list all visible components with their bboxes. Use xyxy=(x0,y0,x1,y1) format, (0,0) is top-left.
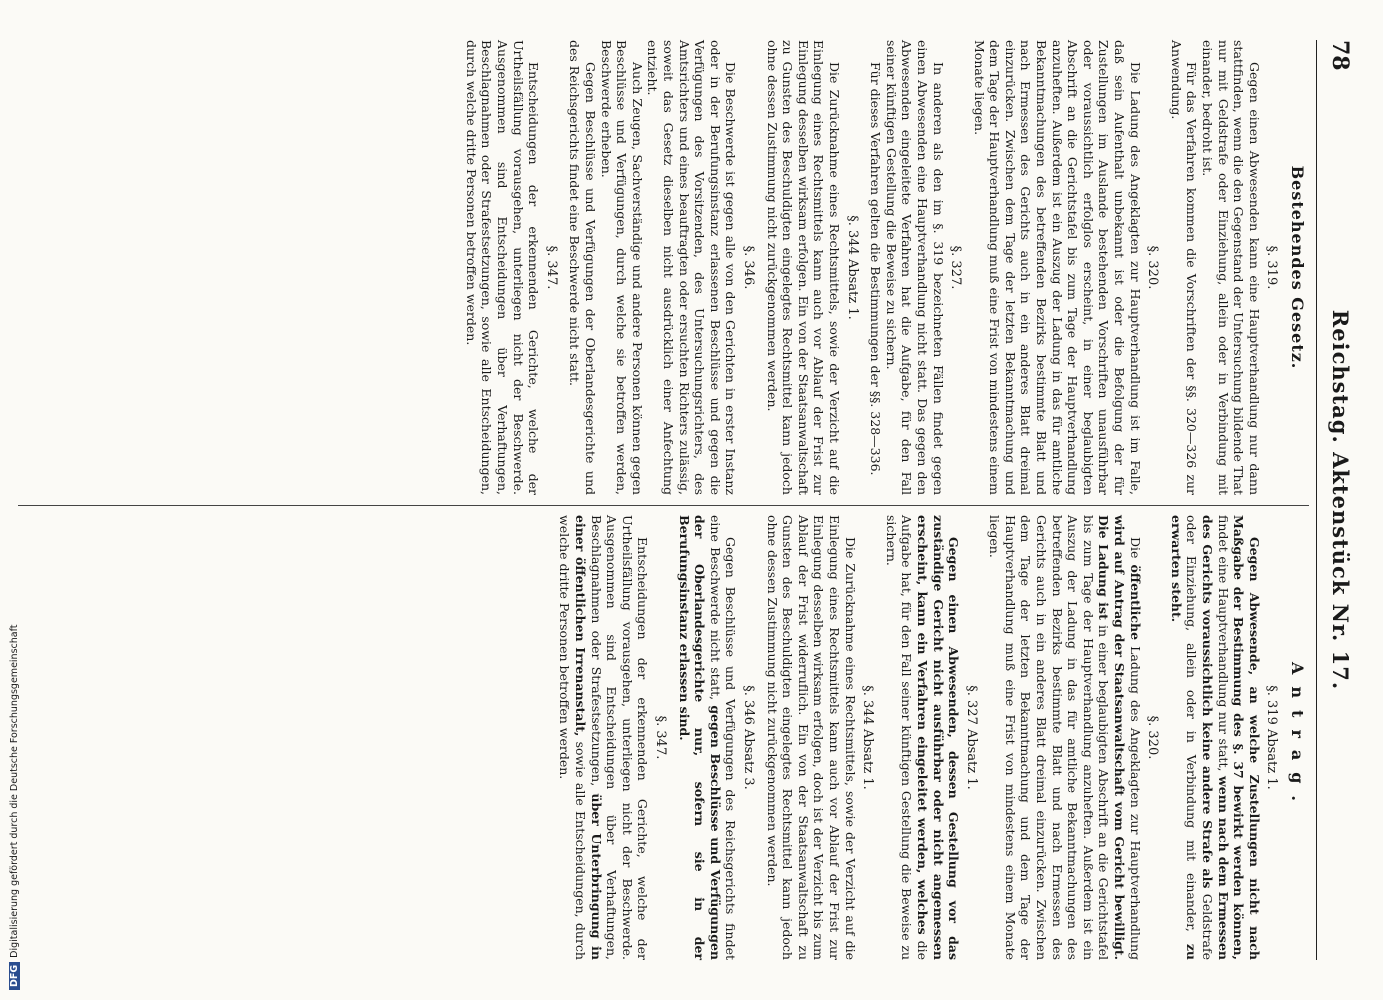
emphasis: Gegen Abwesende, an welche Zustellungen nicht nach Maßgabe der Bestimmung des §. 37 bewirkt werden können, xyxy=(1231,515,1262,960)
page-number: 78 xyxy=(1327,40,1353,71)
section-heading: §. 344 Absatz 1. xyxy=(860,685,876,790)
section-heading: §. 320. xyxy=(1145,715,1161,760)
paragraph: Entscheidungen der erkennenden Gerichte, welche der Urtheilsfällung vorausgehen, unterliegen nicht der Beschwerde. Ausgenommen sind Entscheidungen über Verhaftungen, Beschlagnahmen oder Strafestsetzungen, sowie alle Entscheidungen, durch welche dritte Personen betroffen werden. xyxy=(463,40,542,495)
section-heading: §. 327 Absatz 1. xyxy=(963,685,979,790)
emphasis: über Unterbringung in einer öffentlichen Irrenanstalt, xyxy=(573,515,604,960)
text: Entscheidungen der erkennenden Gerichte, welche der Urtheilsfällung vorausgehen, unterliegen nicht der Beschwerde. Ausgenommen sind Entscheidungen über Verhaftungen, Beschlagnahmen oder Strafestsetzungen, xyxy=(588,515,651,960)
section-heading: §. 320. xyxy=(1145,245,1161,290)
section-heading: §. 327. xyxy=(948,245,964,290)
emphasis: wird auf Antrag der Staatsanwaltschaft vom Gericht bewilligt. Die Ladung ist xyxy=(1096,515,1128,960)
emphasis: gegen Beschlüsse und Verfügungen der Oberlandesgerichte nur, sofern sie in der Berufungsinstanz erlassen sind. xyxy=(676,515,723,960)
paragraph: Für dieses Verfahren gelten die Bestimmungen der §§. 328—336. xyxy=(868,62,884,476)
section-heading: §. 346 Absatz 3. xyxy=(741,685,756,790)
column-title-right: Antrag. xyxy=(1288,662,1307,813)
emphasis: wenn nach dem Ermessen des Gerichts voraussichtlich keine andere Strafe als xyxy=(1200,515,1231,960)
paragraph xyxy=(676,515,738,960)
paragraph: Für das Verfahren kommen die Vorschriften der §§. 320—326 zur Anwendung. xyxy=(1168,40,1200,495)
paragraph xyxy=(987,515,1143,960)
paragraph: Gegen Beschlüsse und Verfügungen der Oberlandesgerichte und des Reichsgerichts findet eine Beschwerde nicht statt. xyxy=(567,40,599,495)
paragraph: Gegen einen Abwesenden kann eine Hauptverhandlung nur dann stattfinden, wenn die den Gegenstand der Untersuchung bildende That nur mit Geldstrafe oder Einziehung, allein oder in Verbindung mit einander, bedroht ist. xyxy=(1200,40,1262,495)
page-header xyxy=(1323,40,1353,960)
column-proposal xyxy=(557,515,1309,960)
paragraph xyxy=(557,515,651,960)
section-heading: §. 346. xyxy=(741,245,756,290)
text: Ladung des Angeklagten zur Hauptverhandlung xyxy=(1127,640,1143,961)
column-divider xyxy=(18,505,1309,506)
paragraph: Die Ladung des Angeklagten zur Hauptverhandlung ist im Falle, daß sein Aufenthalt unbekannt ist oder die Befolgung der für Zustellungen im Auslande bestehenden Vorschriften unausführbar oder voraussichtlich erfolglos erscheint, in einer beglaubigten Abschrift an die Gerichtstafel bis zum Tage der Hauptverhandlung anzuheften. Außerdem ist ein Auszug der Ladung in das für amtliche Bekanntmachungen des betreffenden Bezirks bestimmte Blatt und nach Ermessen des Gerichts auch in ein anderes Blatt dreimal einzurücken. Zwischen dem Tage der letzten Bekanntmachung und dem Tage der Hauptverhandlung muß eine Frist von mindestens einem Monate liegen. xyxy=(971,40,1143,495)
emphasis: zu erwarten steht. xyxy=(1168,515,1200,960)
paragraph xyxy=(883,515,961,960)
text: Gegen Beschlüsse und Verfügungen des Reichsgerichts findet eine Beschwerde nicht statt, xyxy=(707,515,739,960)
text: in einer beglaubigten Abschrift an die Gerichtstafel bis zum Tage der Hauptverhandlung anzuheften. Außerdem ist ein Auszug der Ladung in das für amtliche Bekanntmachungen des betreffenden Bezirks bestimmte Blatt und nach Ermessen des Gerichts auch in ein anderes Blatt dreimal einzurücken. Zwischen dem Tage der letzten Bekanntmachung und dem Tage der Hauptverhandlung muß eine Frist von mindestens einem Monate liegen. xyxy=(987,515,1112,960)
credit-text: Digitalisierung gefördert durch die Deutsche Forschungsgemeinschaft xyxy=(9,624,20,958)
paragraph xyxy=(1168,515,1262,960)
header-rule xyxy=(1316,40,1317,960)
column-existing-law xyxy=(463,40,1309,495)
paragraph: Auch Zeugen, Sachverständige und andere Personen können gegen Beschlüsse und Verfügungen, durch welche sie betroffen werden, Beschwerde erheben. xyxy=(598,40,645,495)
text: Die xyxy=(1127,537,1143,565)
running-title: Reichstag. Aktenstück Nr. 17. xyxy=(1328,309,1353,691)
text: die Aufgabe hat, für den Fall seiner künftigen Gestellung die Beweise zu sichern. xyxy=(883,515,930,961)
paragraph: Die Zurücknahme eines Rechtsmittels, sowie der Verzicht auf die Einlegung eines Rechtsmittels kann auch vor Ablauf der Frist zur Einlegung desselben wirksam erfolgen. Ein von der Staatsanwaltschaft zu Gunsten des Beschuldigten eingelegtes Rechtsmittel kann jedoch ohne dessen Zustimmung nicht zurückgenommen werden. xyxy=(764,40,842,495)
paragraph: Die Zurücknahme eines Rechtsmittels, sowie der Verzicht auf die Einlegung eines Rechtsmittels kann auch vor Ablauf der Frist zur Einlegung desselben wirksam erfolgen, doch ist der Verzicht bis zum Ablauf der Frist widerruflich. Ein von der Staatsanwaltschaft zu Gunsten des Beschuldigten eingelegtes Rechtsmittel kann jedoch ohne dessen Zustimmung nicht zurückgenommen werden. xyxy=(764,515,858,960)
digitization-credit xyxy=(0,0,30,1000)
text: sowie alle Entscheidungen, durch welche dritte Personen betroffen werden. xyxy=(557,515,589,960)
dfg-logo: DFG xyxy=(9,962,20,990)
section-heading: §. 344 Absatz 1. xyxy=(844,215,860,320)
emphasis: öffentliche xyxy=(1127,564,1143,641)
section-heading: §. 319 Absatz 1. xyxy=(1264,685,1280,790)
column-title-left: Bestehendes Gesetz. xyxy=(1288,165,1307,370)
section-heading: §. 347. xyxy=(653,715,669,760)
section-heading: §. 319. xyxy=(1264,245,1280,290)
text: findet eine Hauptverhandlung nur statt, xyxy=(1215,515,1231,777)
section-heading: §. 347. xyxy=(543,245,559,290)
text: Geldstrafe oder Einziehung, allein oder in Verbindung mit einander, xyxy=(1184,515,1216,960)
paragraph: In anderen als den im §. 319 bezeichneten Fällen findet gegen einen Abwesenden eine Hauptverhandlung nicht statt. Das gegen den Abwesenden eingeleitete Verfahren hat die Aufgabe, für den Fall seiner künftigen Gestellung die Beweise zu sichern. xyxy=(883,40,946,495)
paragraph: Die Beschwerde ist gegen alle von den Gerichten in erster Instanz oder in der Berufungsinstanz erlassenen Beschlüsse und gegen die Verfügungen des Vorsitzenden, des Untersuchungsrichters, des Amtsrichters und eines beauftragten oder ersuchten Richters zulässig, soweit das Gesetz dieselben nicht ausdrücklich einer Anfechtung entzieht. xyxy=(645,40,739,495)
emphasis: Gegen einen Abwesenden, dessen Gestellung vor das zuständige Gericht nicht ausführbar oder nicht angemessen erscheint, kann ein Verfahren eingeleitet werden, welches xyxy=(914,515,962,960)
